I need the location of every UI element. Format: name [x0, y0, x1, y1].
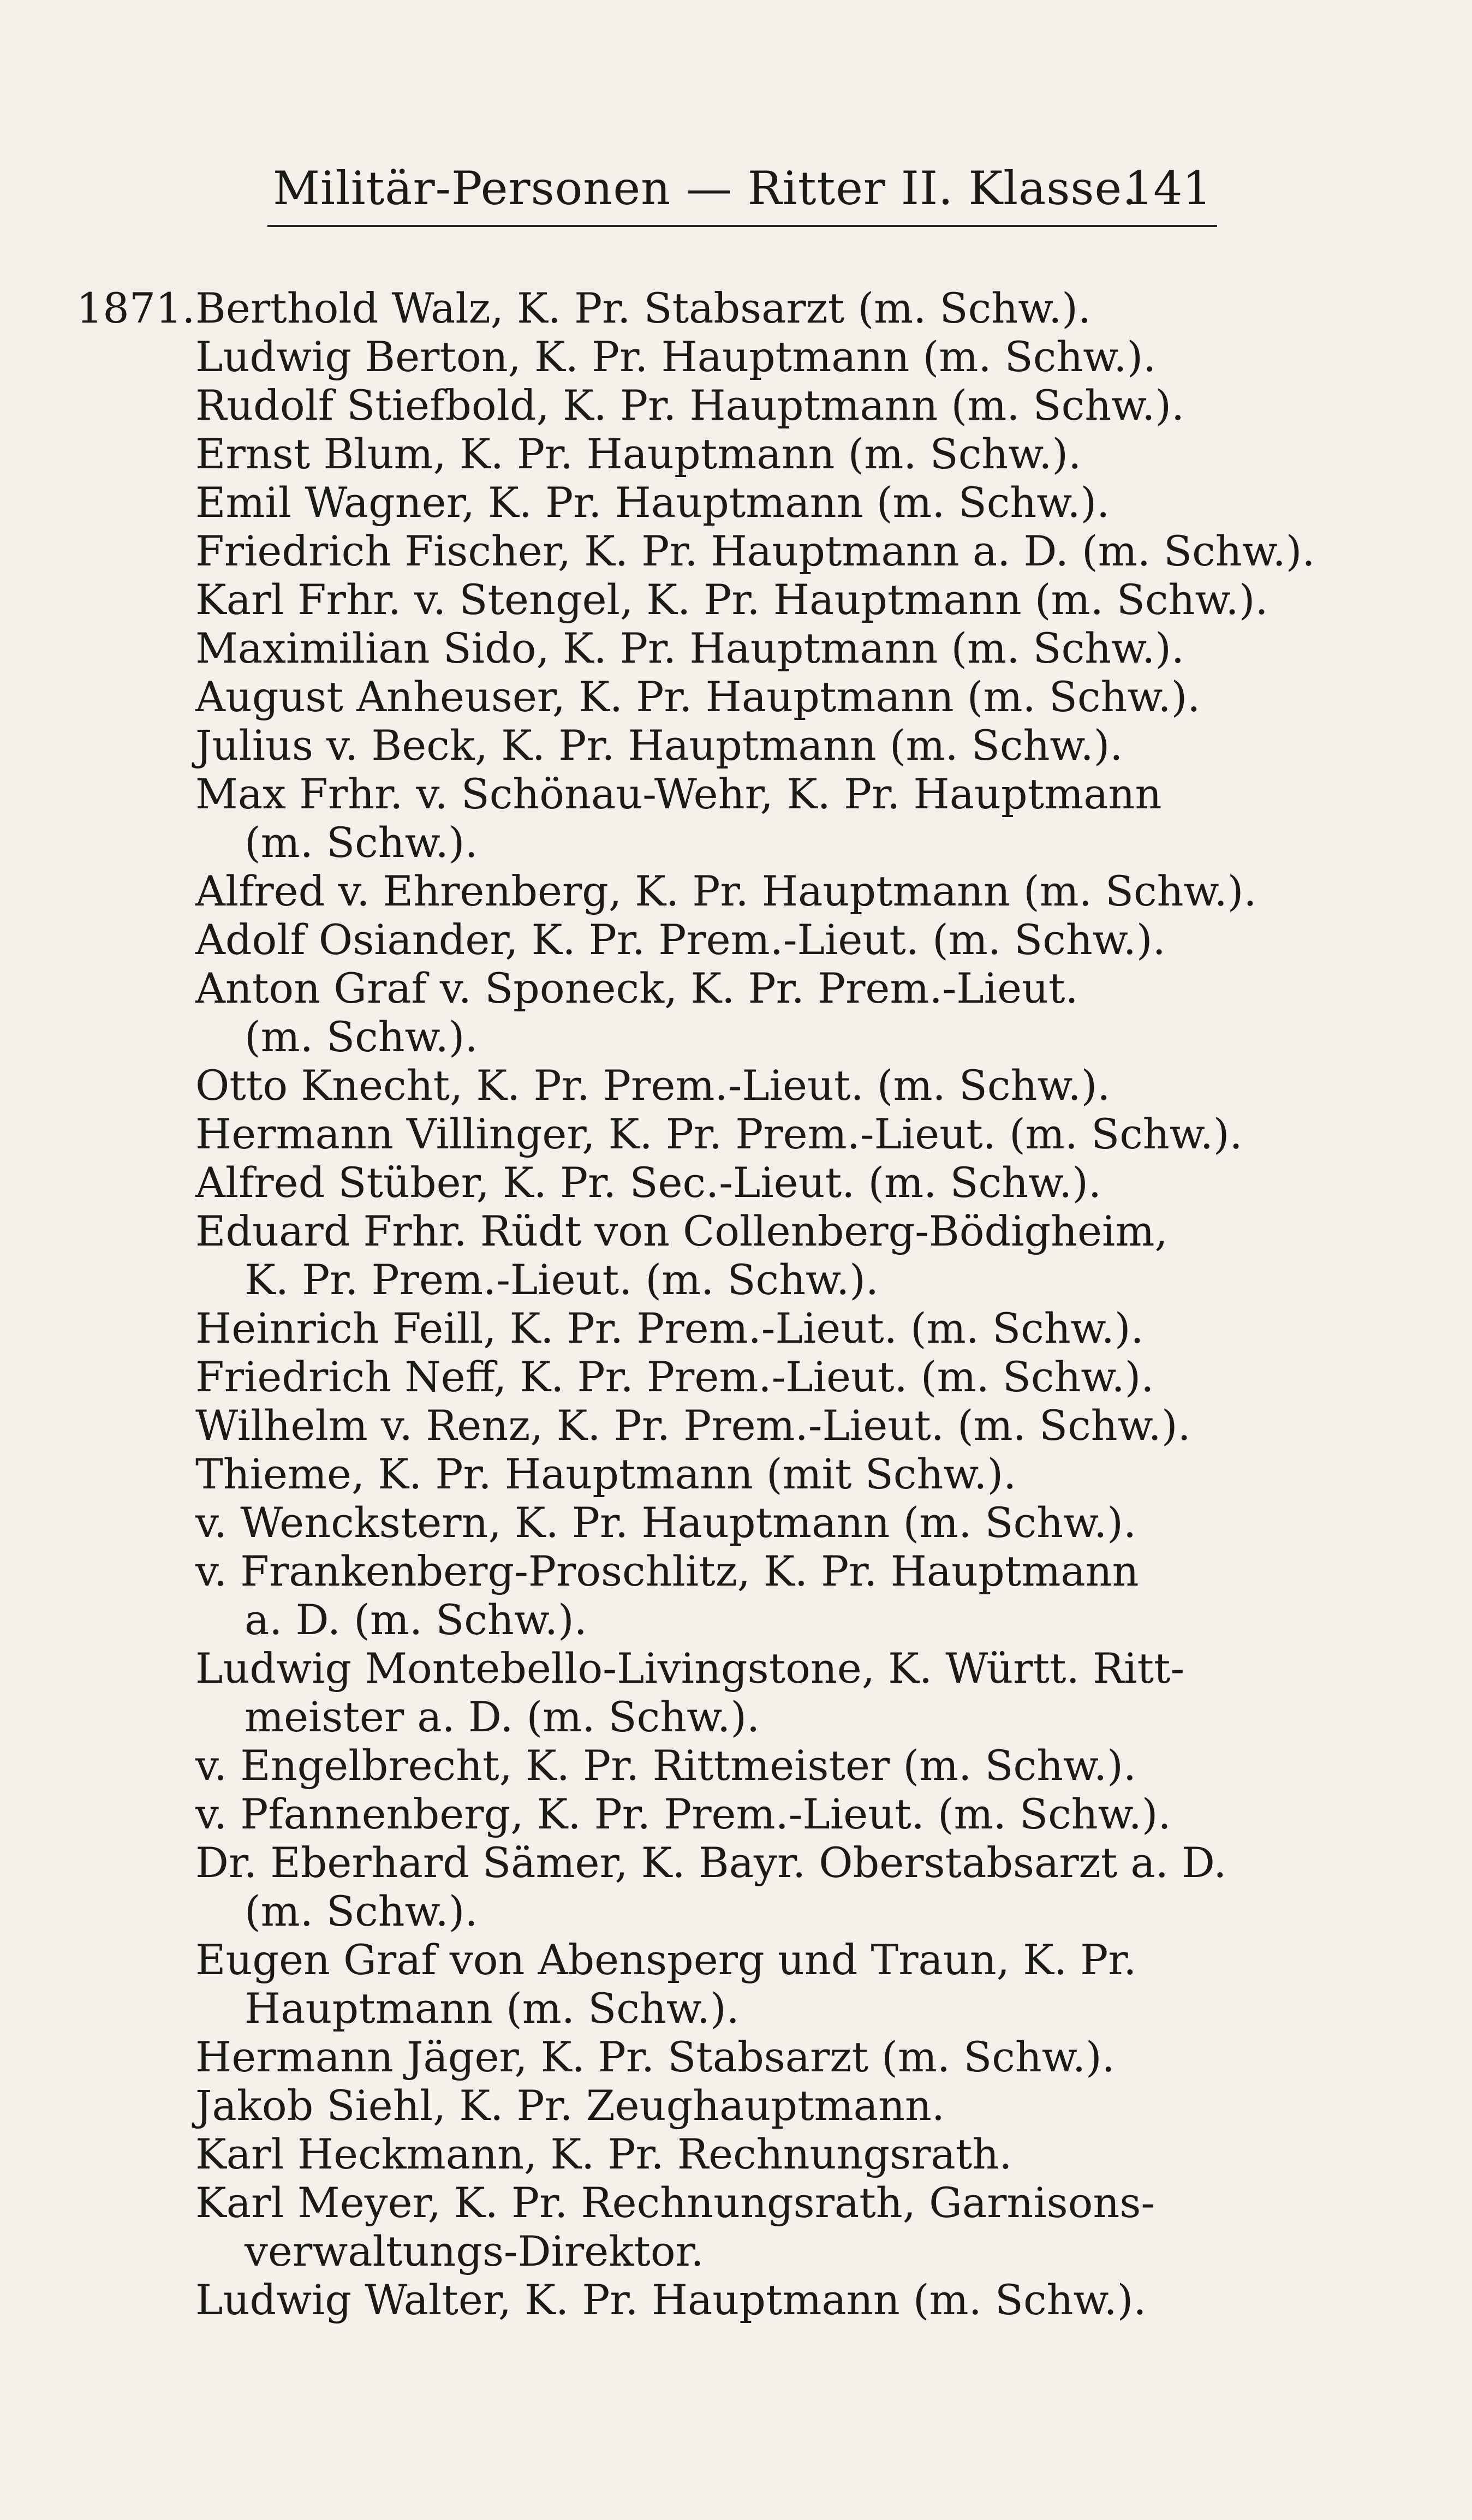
running-title: Militär-Personen — Ritter II. Klasse. [273, 162, 1137, 215]
entry-text: Karl Heckmann, K. Pr. Rechnungsrath. [195, 2130, 1012, 2178]
entry-continuation: K. Pr. Prem.-Lieut. (m. Schw.). [245, 1255, 879, 1304]
list-item [76, 964, 1228, 1061]
entry-text: Anton Graf v. Sponeck, K. Pr. Prem.-Lieut. [195, 964, 1078, 1012]
list-item [76, 770, 1228, 867]
list-item [76, 672, 1228, 721]
entry-text: Friedrich Fischer, K. Pr. Hauptmann a. D. (m. Schw.). [195, 527, 1315, 575]
entry-text: Hermann Villinger, K. Pr. Prem.-Lieut. (m. Schw.). [195, 1110, 1243, 1158]
page-header [273, 156, 1212, 221]
entry-text: Eugen Graf von Abensperg und Traun, K. Pr. [195, 1935, 1137, 1984]
list-item [76, 1401, 1228, 1450]
list-item [76, 1644, 1228, 1741]
entry-continuation: meister a. D. (m. Schw.). [245, 1693, 760, 1741]
list-item [76, 332, 1228, 381]
entry-text: Thieme, K. Pr. Hauptmann (mit Schw.). [195, 1450, 1017, 1498]
list-item [76, 2033, 1228, 2081]
entry-text: v. Pfannenberg, K. Pr. Prem.-Lieut. (m. Schw.). [195, 1790, 1171, 1838]
list-item [76, 1741, 1228, 1790]
entry-text: Jakob Siehl, K. Pr. Zeughauptmann. [195, 2081, 945, 2130]
entry-text: Maximilian Sido, K. Pr. Hauptmann (m. Schw.). [195, 624, 1185, 672]
entry-text: Friedrich Neff, K. Pr. Prem.-Lieut. (m. Schw.). [195, 1353, 1154, 1401]
entry-text: Rudolf Stiefbold, K. Pr. Hauptmann (m. Schw.). [195, 381, 1185, 430]
list-item [76, 430, 1228, 478]
entry-text: Adolf Osiander, K. Pr. Prem.-Lieut. (m. Schw.). [195, 915, 1166, 964]
list-item [76, 527, 1315, 575]
header-rule [267, 225, 1217, 227]
entry-text: Otto Knecht, K. Pr. Prem.-Lieut. (m. Schw.). [195, 1061, 1111, 1110]
entry-continuation: (m. Schw.). [245, 818, 478, 867]
entry-text: Max Frhr. v. Schönau-Wehr, K. Pr. Hauptmann [195, 770, 1162, 818]
entry-text: Ludwig Berton, K. Pr. Hauptmann (m. Schw.). [195, 332, 1157, 381]
list-item [76, 2130, 1228, 2178]
list-item [76, 1935, 1228, 2033]
list-item [76, 381, 1228, 430]
entry-continuation: Hauptmann (m. Schw.). [245, 1984, 740, 2033]
list-item [76, 1110, 1243, 1158]
entry-text: Alfred Stüber, K. Pr. Sec.-Lieut. (m. Schw.). [195, 1158, 1102, 1207]
entry-text: Karl Frhr. v. Stengel, K. Pr. Hauptmann (m. Schw.). [195, 575, 1268, 624]
entry-text: Karl Meyer, K. Pr. Rechnungsrath, Garnisons- [195, 2178, 1155, 2227]
entry-text: Ludwig Montebello-Livingstone, K. Württ. Ritt- [195, 1644, 1185, 1693]
entry-text: Dr. Eberhard Sämer, K. Bayr. Oberstabsarzt a. D. [195, 1838, 1227, 1887]
entry-list [76, 284, 1315, 2324]
entry-continuation: a. D. (m. Schw.). [245, 1595, 587, 1644]
list-item [76, 915, 1228, 964]
entry-text: v. Frankenberg-Proschlitz, K. Pr. Hauptmann [195, 1547, 1139, 1595]
list-item [76, 1498, 1228, 1547]
entry-text: August Anheuser, K. Pr. Hauptmann (m. Schw.). [195, 672, 1201, 721]
list-item [76, 2081, 1228, 2130]
entry-text: v. Engelbrecht, K. Pr. Rittmeister (m. Schw.). [195, 1741, 1137, 1790]
entry-continuation: verwaltungs-Direktor. [245, 2227, 704, 2275]
entry-year: 1871. [76, 284, 195, 332]
list-item [76, 575, 1268, 624]
list-item [76, 721, 1228, 770]
list-item [76, 284, 1228, 332]
list-item [76, 1158, 1228, 1207]
list-item [76, 2178, 1228, 2275]
list-item [76, 1838, 1228, 1935]
entry-text: v. Wenckstern, K. Pr. Hauptmann (m. Schw.). [195, 1498, 1137, 1547]
list-item [76, 867, 1257, 915]
list-item [76, 1207, 1228, 1304]
entry-text: Alfred v. Ehrenberg, K. Pr. Hauptmann (m. Schw.). [195, 867, 1257, 915]
entry-text: Emil Wagner, K. Pr. Hauptmann (m. Schw.). [195, 478, 1110, 527]
list-item [76, 1450, 1228, 1498]
list-item [76, 1061, 1228, 1110]
entry-text: Eduard Frhr. Rüdt von Collenberg-Bödigheim, [195, 1207, 1168, 1255]
list-item [76, 1547, 1228, 1644]
entry-text: Berthold Walz, K. Pr. Stabsarzt (m. Schw.). [195, 284, 1092, 332]
entry-continuation: (m. Schw.). [245, 1887, 478, 1935]
entry-text: Julius v. Beck, K. Pr. Hauptmann (m. Schw.). [195, 721, 1123, 770]
list-item [76, 1304, 1228, 1353]
entry-text: Heinrich Feill, K. Pr. Prem.-Lieut. (m. Schw.). [195, 1304, 1144, 1353]
entry-text: Ernst Blum, K. Pr. Hauptmann (m. Schw.). [195, 430, 1082, 478]
list-item [76, 2275, 1228, 2324]
page-number: 141 [1124, 162, 1212, 215]
entry-text: Hermann Jäger, K. Pr. Stabsarzt (m. Schw.). [195, 2033, 1115, 2081]
list-item [76, 624, 1228, 672]
list-item [76, 1790, 1228, 1838]
list-item [76, 1353, 1228, 1401]
entry-text: Wilhelm v. Renz, K. Pr. Prem.-Lieut. (m. Schw.). [195, 1401, 1191, 1450]
list-item [76, 478, 1228, 527]
entry-continuation: (m. Schw.). [245, 1012, 478, 1061]
entry-text: Ludwig Walter, K. Pr. Hauptmann (m. Schw.). [195, 2275, 1147, 2324]
